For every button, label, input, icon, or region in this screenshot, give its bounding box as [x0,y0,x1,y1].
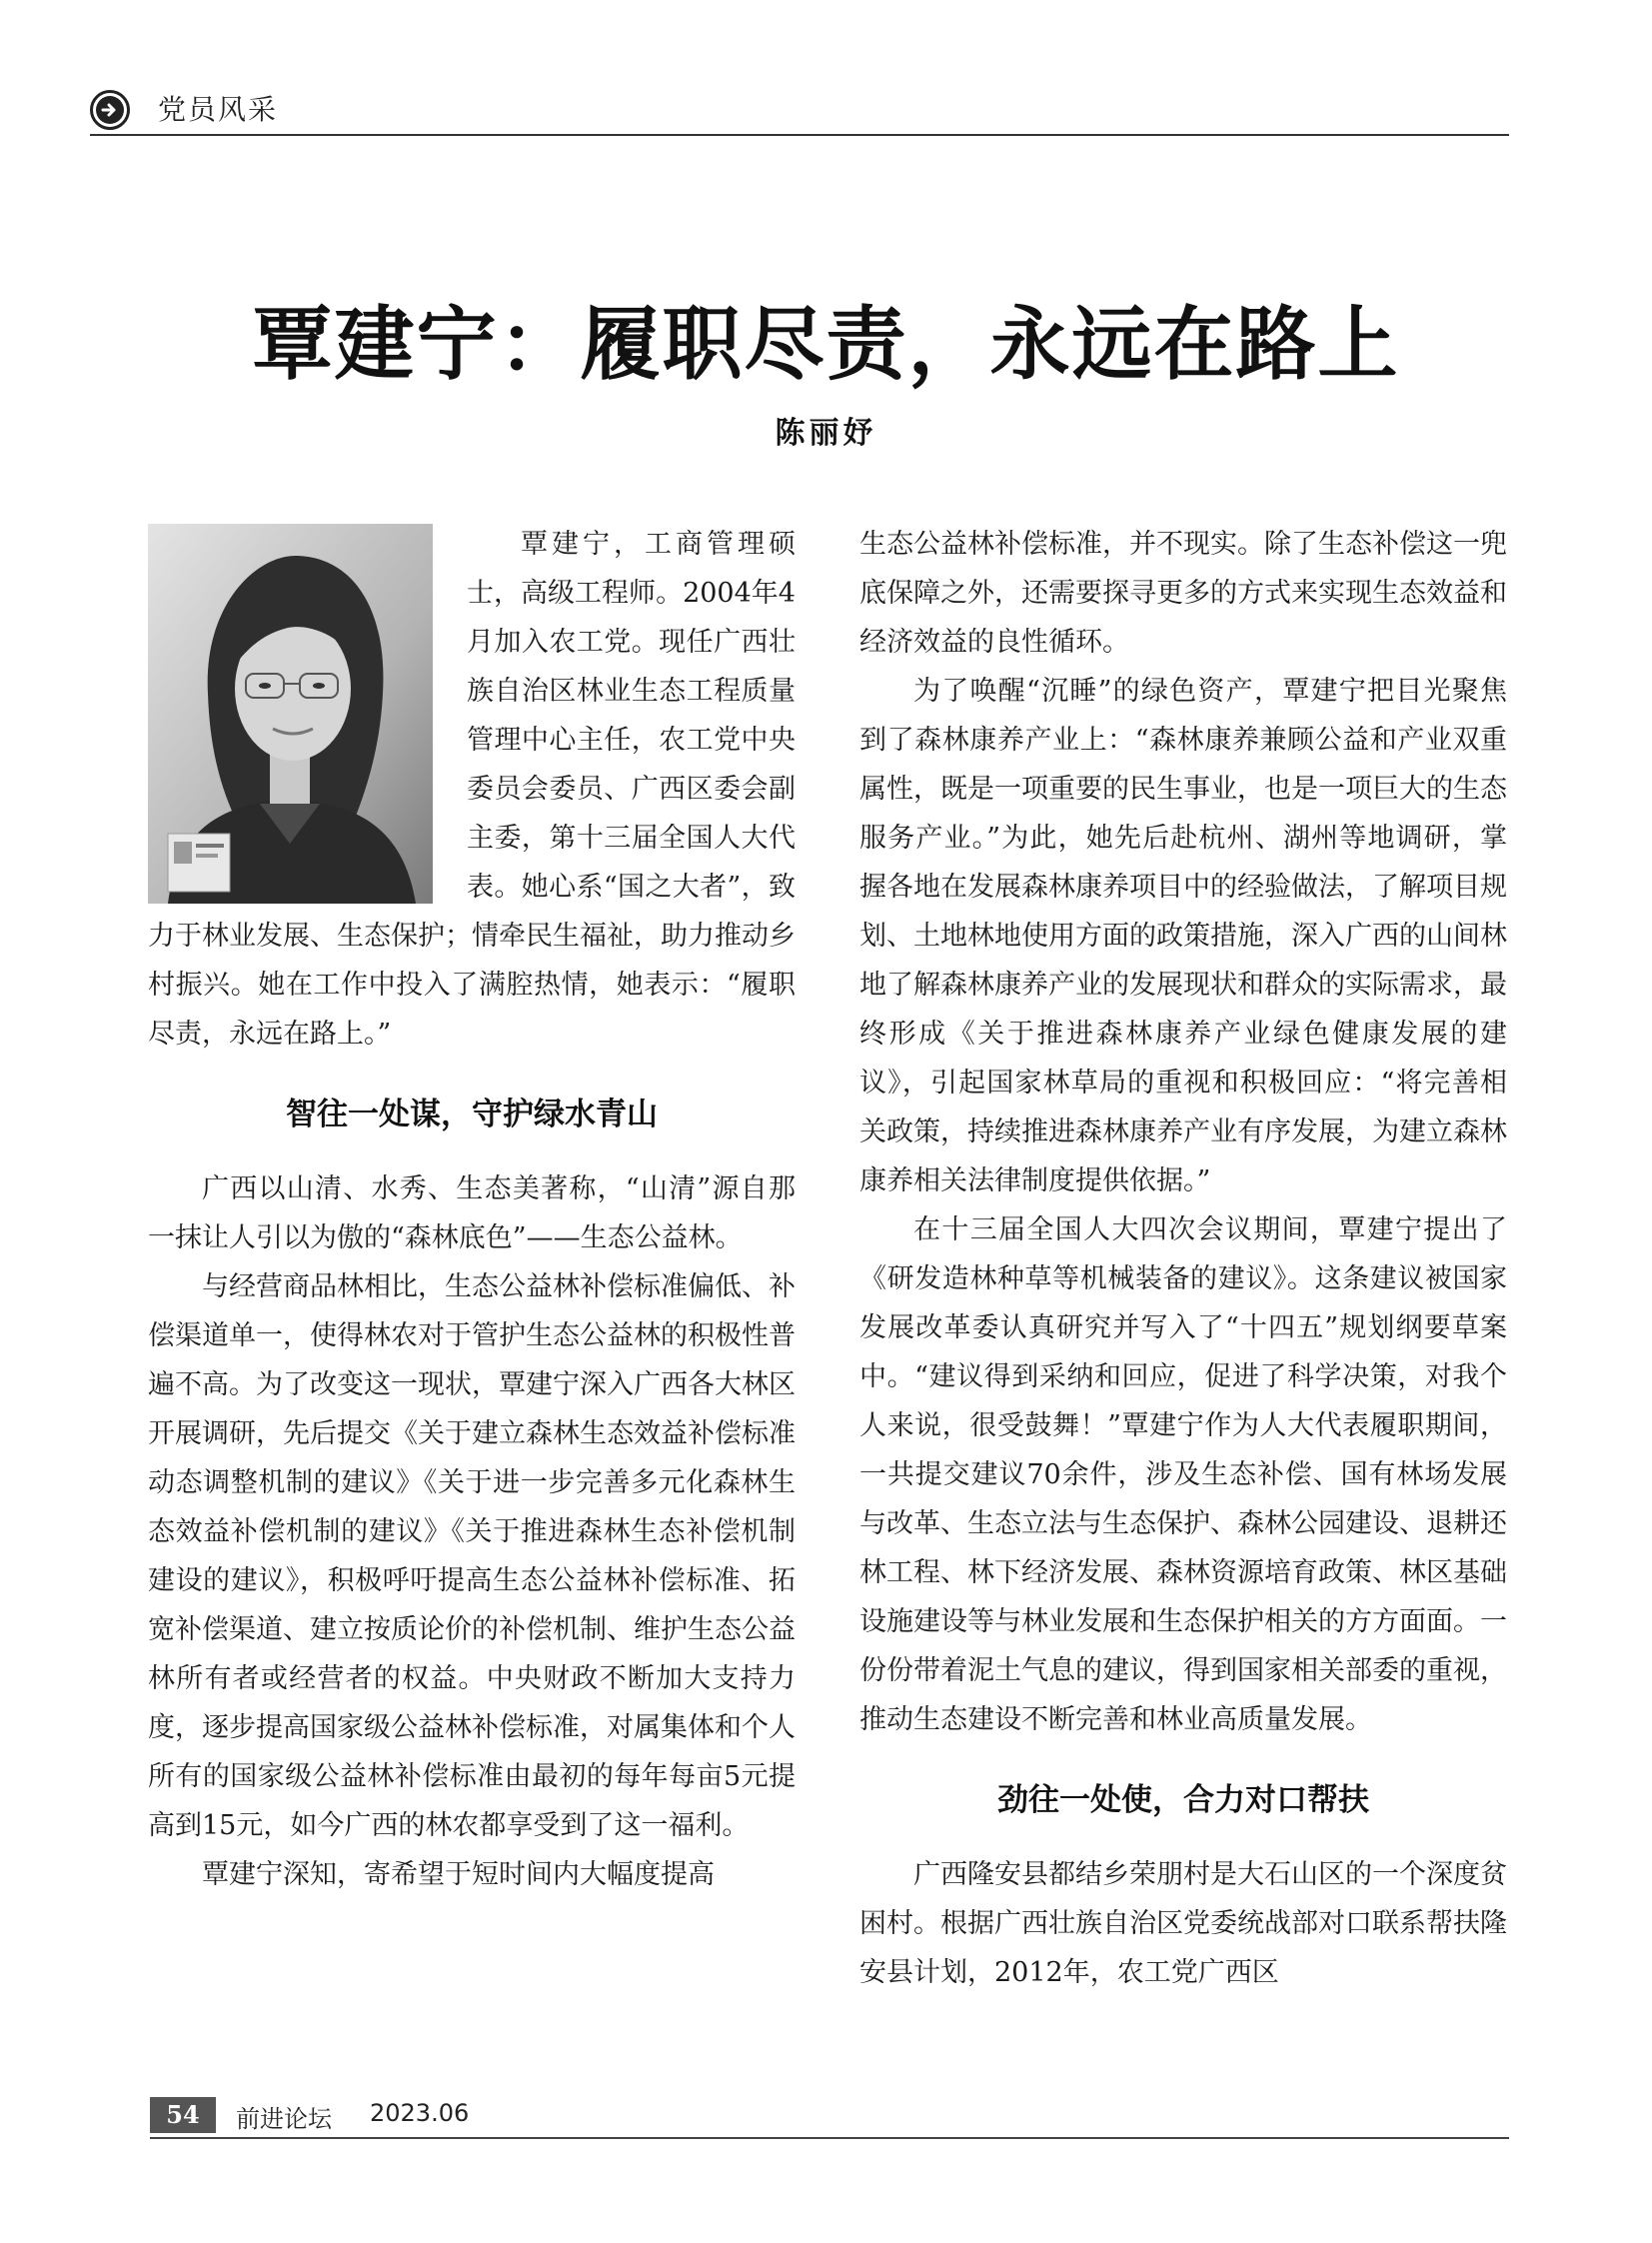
body-paragraph: 在十三届全国人大四次会议期间，覃建宁提出了《研发造林种草等机械装备的建议》。这条建议被国家发展改革委认真研究并写入了“十四五”规划纲要草案中。“建议得到采纳和回应，促进了科学决策，对我个人来说，很受鼓舞！”覃建宁作为人大代表履职期间，一共提交建议70余件，涉及生态补偿、国有林场发展与改革、生态立法与生态保护、森林公园建设、退耕还林工程、林下经济发展、森林资源培育政策、林区基础设施建设等与林业发展和生态保护相关的方方面面。一份份带着泥土气息的建议，得到国家相关部委的重视，推动生态建设不断完善和林业高质量发展。 [859,1214,1507,1735]
body-paragraph-continued: 生态公益林补偿标准，并不现实。除了生态补偿这一兜底保障之外，还需要探寻更多的方式来实现生态效益和经济效益的良性循环。 [859,529,1507,658]
portrait-photo [148,524,433,904]
article-title: 覃建宁：履职尽责，永远在路上 [252,298,1400,391]
section-title: 党员风采 [158,93,279,126]
left-column [148,520,796,1899]
body-paragraph: 广西隆安县都结乡荣朋村是大石山区的一个深度贫困村。根据广西壮族自治区党委统战部对口联系帮扶隆安县计划，2012年，农工党广西区 [859,1859,1507,1988]
intro-paragraph: 覃建宁，工商管理硕士，高级工程师。2004年4月加入农工党。现任广西壮族自治区林业生态工程质量管理中心主任，农工党中央委员会委员、广西区委会副主委，第十三届全国人大代表。她心系“国之大者”，致力于林业发展、生态保护；情牵民生福祉，助力推动乡村振兴。她在工作中投入了满腔热情，她表示：“履职尽责，永远在路上。” [148,529,796,1050]
issue-number: 2023.06 [370,2099,470,2127]
body-paragraph: 广西以山清、水秀、生态美著称，“山清”源自那一抹让人引以为傲的“森林底色”——生态公益林。 [148,1173,796,1253]
section-heading-1: 智往一处谋，守护绿水青山 [286,1097,658,1132]
body-paragraph: 覃建宁深知，寄希望于短时间内大幅度提高 [202,1859,715,1890]
arrow-right-icon [100,100,120,120]
journal-name: 前进论坛 [236,2105,332,2133]
body-paragraph: 与经营商品林相比，生态公益林补偿标准偏低、补偿渠道单一，使得林农对于管护生态公益林的积极性普遍不高。为了改变这一现状，覃建宁深入广西各大林区开展调研，先后提交《关于建立森林生态效益补偿标准动态调整机制的建议》《关于进一步完善多元化森林生态效益补偿机制的建议》《关于推进森林生态补偿机制建设的建议》，积极呼吁提高生态公益林补偿标准、拓宽补偿渠道、建立按质论价的补偿机制、维护生态公益林所有者或经营者的权益。中央财政不断加大支持力度，逐步提高国家级公益林补偿标准，对属集体和个人所有的国家级公益林补偿标准由最初的每年每亩5元提高到15元，如今广西的林农都享受到了这一福利。 [148,1271,796,1841]
section-header [90,82,1509,134]
header-divider [90,134,1509,136]
right-column [859,520,1507,1997]
article-author: 陈丽妤 [775,416,877,451]
page-footer [150,2097,1509,2137]
footer-divider [150,2137,1509,2139]
portrait-illustration [148,524,433,904]
page-number: 54 [150,2097,216,2133]
arrow-circle-icon [90,90,130,130]
body-paragraph: 为了唤醒“沉睡”的绿色资产，覃建宁把目光聚焦到了森林康养产业上：“森林康养兼顾公益和产业双重属性，既是一项重要的民生事业，也是一项巨大的生态服务产业。”为此，她先后赴杭州、湖州等地调研，掌握各地在发展森林康养项目中的经验做法，了解项目规划、土地林地使用方面的政策措施，深入广西的山间林地了解森林康养产业的发展现状和群众的实际需求，最终形成《关于推进森林康养产业绿色健康发展的建议》，引起国家林草局的重视和积极回应：“将完善相关政策，持续推进森林康养产业有序发展，为建立森林康养相关法律制度提供依据。” [859,676,1507,1196]
section-heading-2: 劲往一处使，合力对口帮扶 [997,1782,1369,1818]
